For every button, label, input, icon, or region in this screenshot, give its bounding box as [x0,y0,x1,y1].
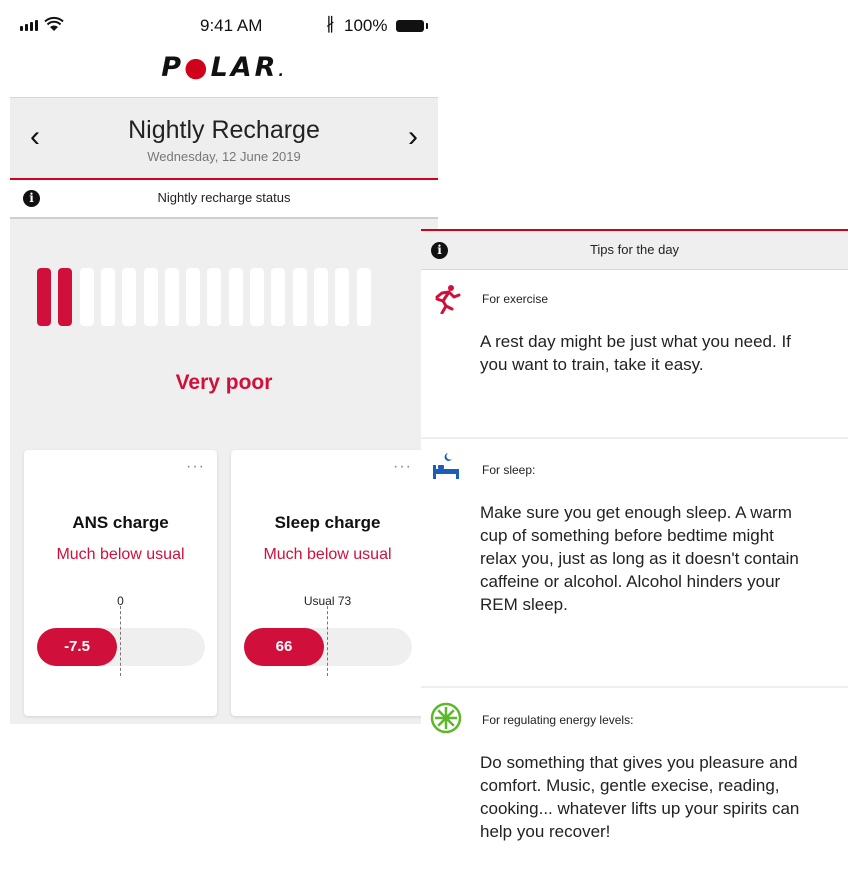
tip-heading: For exercise [482,292,549,306]
usual-marker [120,606,121,676]
card-status: Much below usual [263,546,392,563]
recharge-bar-filled [58,268,72,326]
sleep-charge-card[interactable] [231,450,424,716]
ans-charge-card[interactable] [24,450,217,716]
battery-icon [396,20,424,32]
divider [421,686,848,688]
runner-icon [431,284,461,314]
page-title: Nightly Recharge [128,116,320,144]
recharge-bar-empty [186,268,200,326]
info-icon[interactable]: i [23,190,40,207]
charge-value: -7.5 [37,628,117,666]
nightly-recharge-screen [10,0,438,879]
recharge-level-text: Very poor [175,371,273,394]
more-icon[interactable]: ··· [186,458,205,475]
recharge-bar-empty [314,268,328,326]
recharge-status-row[interactable] [10,180,438,219]
page-date: Wednesday, 12 June 2019 [147,149,301,164]
recharge-bar-empty [144,268,158,326]
recharge-bar-filled [37,268,51,326]
recharge-status-label: Nightly recharge status [157,190,291,205]
status-bar [10,0,438,55]
charge-track [37,628,205,666]
recharge-bar-empty [229,268,243,326]
tip-heading: For sleep: [482,463,536,477]
charge-track [244,628,412,666]
chevron-left-icon[interactable]: ‹ [30,120,40,153]
recharge-bar-empty [122,268,136,326]
date-navigation [10,97,438,181]
chevron-right-icon[interactable]: › [408,120,418,153]
recharge-bar-empty [101,268,115,326]
wifi-icon [44,16,64,32]
recharge-bar-empty [207,268,221,326]
recharge-bar-empty [250,268,264,326]
tip-text: Do something that gives you pleasure and comfort. Music, gentle execise, reading, cooking... whatever lifts up your spirits can help you recover! [480,753,800,841]
card-scale-label: 0 [117,594,124,608]
recharge-bar-empty [165,268,179,326]
tips-title: Tips for the day [589,242,680,257]
card-title: Sleep charge [274,513,381,532]
tip-heading: For regulating energy levels: [482,713,634,727]
tips-header [421,229,848,270]
card-scale-label: Usual 73 [303,594,352,608]
recharge-bar-empty [335,268,349,326]
more-icon[interactable]: ··· [393,458,412,475]
tips-panel [421,229,848,879]
clock: 9:41 AM [200,16,263,35]
energy-icon [430,702,462,734]
signal-icon [20,20,38,31]
recharge-bar-empty [271,268,285,326]
divider [421,437,848,439]
polar-logo: P●LAR. [161,52,287,83]
charge-value: 66 [244,628,324,666]
recharge-bar-empty [293,268,307,326]
usual-marker [327,606,328,676]
info-icon[interactable]: i [431,242,448,259]
bluetooth-icon: ∦ [326,14,335,33]
card-title: ANS charge [72,513,169,532]
card-status: Much below usual [56,546,185,563]
recharge-level-bars [37,268,438,326]
bed-icon [431,451,461,481]
battery-percent: 100% [344,16,388,35]
tip-text: A rest day might be just what you need. If you want to train, take it easy. [480,332,791,374]
recharge-bar-empty [80,268,94,326]
recharge-bar-empty [357,268,371,326]
tip-text: Make sure you get enough sleep. A warm cup of something before bedtime might relax you, just as long as it doesn't contain caffeine or alcohol. Alcohol hinders your REM sleep. [480,503,799,614]
